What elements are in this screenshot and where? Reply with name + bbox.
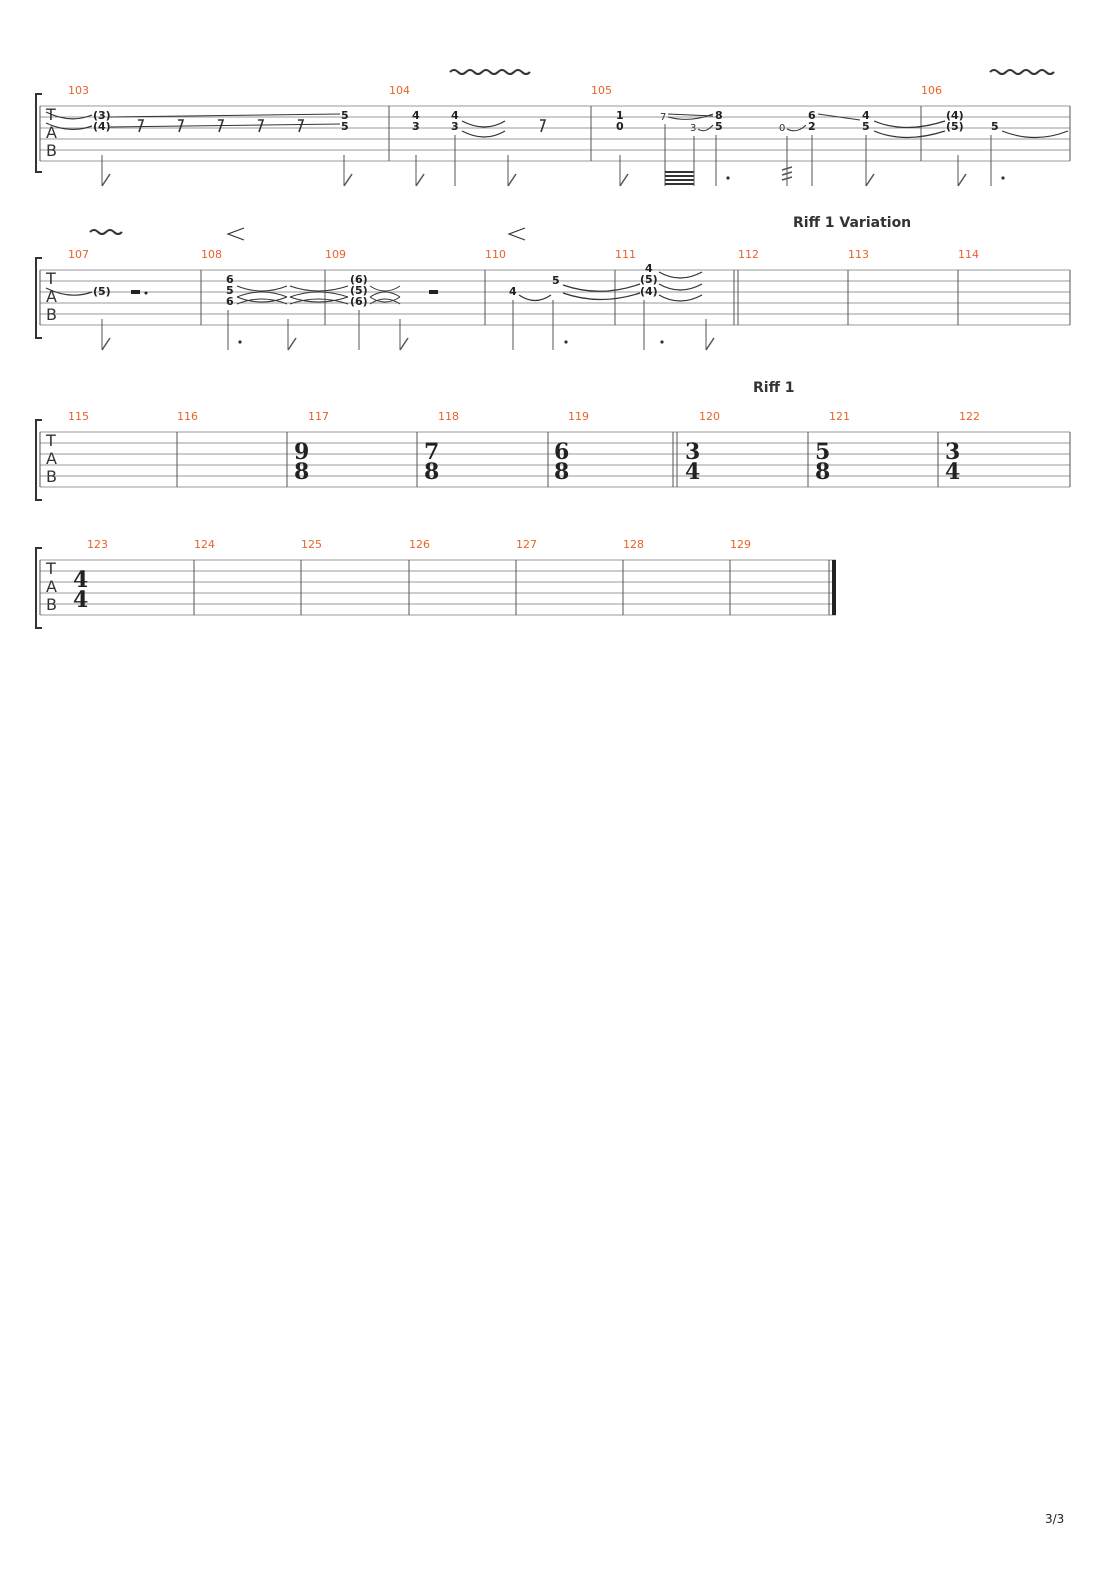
note-flag: [416, 174, 424, 186]
fret-number: (4): [946, 109, 964, 122]
fret-number: (5): [350, 284, 368, 297]
measure-number: 120: [699, 410, 720, 423]
measure-number: 112: [738, 248, 759, 261]
tie-icon: [874, 131, 945, 138]
slide-line: [668, 114, 713, 116]
tab-letter-b: B: [46, 141, 57, 160]
tie-group: [370, 286, 400, 304]
fret-number: (4): [93, 120, 111, 133]
fret-number: (6): [350, 273, 368, 286]
dot: [660, 340, 663, 343]
note-flag: [102, 338, 110, 350]
grace-fret-number: 3: [690, 123, 697, 134]
slide-line: [110, 124, 340, 127]
system-2: [36, 215, 1070, 350]
fret-number: 5: [552, 274, 560, 287]
note-flag: [620, 174, 628, 186]
tie-icon: [563, 284, 640, 291]
tab-letter-b: B: [46, 595, 57, 614]
grace-fret-number: 0: [779, 123, 786, 134]
section-label: Riff 1: [753, 380, 795, 396]
dot: [564, 340, 567, 343]
measure-number: 108: [201, 248, 222, 261]
eighth-rest: [540, 120, 545, 132]
fret-number: 5: [226, 284, 234, 297]
dot: [1001, 176, 1004, 179]
fret-number: 5: [341, 120, 349, 133]
tie-icon: [462, 121, 505, 127]
measure-number: 118: [438, 410, 459, 423]
tie-icon: [874, 121, 945, 128]
fret-number: 0: [616, 120, 624, 133]
measure-number: 119: [568, 410, 589, 423]
time-signature-top: 7: [424, 439, 440, 465]
time-signature-top: 9: [294, 439, 310, 465]
measure-number: 123: [87, 538, 108, 551]
fret-number: 4: [862, 109, 870, 122]
note-flag: [706, 338, 714, 350]
time-signature-top: 5: [815, 439, 831, 465]
dot: [726, 176, 729, 179]
measure-number: 128: [623, 538, 644, 551]
crescendo-icon: [228, 228, 244, 240]
fret-number: 8: [715, 109, 723, 122]
measure-number: 110: [485, 248, 506, 261]
system-3: [36, 380, 1070, 500]
fret-number: 1: [616, 109, 624, 122]
page-number: 3/3: [1045, 1512, 1065, 1526]
time-signature-top: 4: [73, 567, 89, 593]
fret-number: 5: [715, 120, 723, 133]
measure-number: 124: [194, 538, 215, 551]
barlines: [40, 560, 829, 615]
measure-number: 113: [848, 248, 869, 261]
fret-number: 3: [451, 120, 459, 133]
fret-number: (4): [640, 285, 658, 298]
fret-number: 6: [808, 109, 816, 122]
note-flag: [400, 338, 408, 350]
time-signature-bottom: 4: [945, 459, 961, 485]
time-signature-bottom: 4: [685, 459, 701, 485]
measure-number: 109: [325, 248, 346, 261]
measure-number: 103: [68, 84, 89, 97]
tab-letter-t: T: [46, 269, 56, 288]
dot: [238, 340, 241, 343]
tie-icon: [659, 272, 702, 278]
grace-fret-number: 7: [660, 112, 667, 123]
measure-number: 117: [308, 410, 329, 423]
time-signature-bottom: 4: [73, 587, 89, 613]
fret-number: 6: [226, 295, 234, 308]
final-barline: [832, 560, 836, 615]
tie-icon: [462, 131, 505, 137]
system-1: [36, 70, 1070, 186]
tab-letter-a: A: [46, 287, 57, 306]
vibrato-icon: [450, 70, 530, 74]
fret-number: 5: [862, 120, 870, 133]
tie-icon: [563, 293, 640, 300]
fret-number: 4: [451, 109, 459, 122]
tie-icon: [1002, 131, 1068, 138]
fret-number: 5: [991, 120, 999, 133]
time-signature-bottom: 8: [424, 459, 440, 485]
note-flag: [344, 174, 352, 186]
half-rest-icon: [131, 290, 140, 294]
measure-number: 114: [958, 248, 979, 261]
measure-number: 111: [615, 248, 636, 261]
fret-number: (6): [350, 295, 368, 308]
measure-number: 126: [409, 538, 430, 551]
tie-icon: [659, 284, 702, 290]
note-flag: [958, 174, 966, 186]
vibrato-icon: [990, 70, 1054, 74]
system-4: [36, 538, 836, 628]
fret-number: (5): [946, 120, 964, 133]
measure-number: 121: [829, 410, 850, 423]
fret-number: (5): [640, 273, 658, 286]
tab-letter-b: B: [46, 467, 57, 486]
measure-number: 106: [921, 84, 942, 97]
measure-number: 127: [516, 538, 537, 551]
fret-number: (5): [93, 285, 111, 298]
barlines: [40, 106, 1070, 161]
measure-number: 129: [730, 538, 751, 551]
crescendo-icon: [509, 228, 525, 240]
note-flag: [102, 174, 110, 186]
grace-flag: [782, 167, 792, 180]
measure-number: 104: [389, 84, 410, 97]
dot: [145, 292, 148, 295]
fret-number: 4: [645, 262, 653, 275]
fret-number: 4: [412, 109, 420, 122]
time-signature-top: 3: [685, 439, 701, 465]
measure-number: 116: [177, 410, 198, 423]
tab-letter-b: B: [46, 305, 57, 324]
tab-staff-lines: [40, 560, 836, 615]
measure-number: 115: [68, 410, 89, 423]
tab-letter-t: T: [46, 105, 56, 124]
fret-number: 6: [226, 273, 234, 286]
tab-letter-a: A: [46, 577, 57, 596]
measure-number: 105: [591, 84, 612, 97]
tremolo-beams: [665, 172, 694, 184]
time-signature-top: 6: [554, 439, 570, 465]
half-rest-icon: [429, 290, 438, 294]
tie-group: [237, 286, 348, 304]
time-signature-bottom: 8: [294, 459, 310, 485]
fret-number: 3: [412, 120, 420, 133]
vibrato-icon: [90, 230, 122, 234]
measure-number: 125: [301, 538, 322, 551]
tab-letter-t: T: [46, 431, 56, 450]
tab-letter-t: T: [46, 559, 56, 578]
tab-letter-a: A: [46, 449, 57, 468]
measure-number: 122: [959, 410, 980, 423]
tab-letter-a: A: [46, 123, 57, 142]
tie-icon: [519, 295, 551, 301]
fret-number: 2: [808, 120, 816, 133]
time-signature-top: 3: [945, 439, 961, 465]
tab-staff-lines: [40, 106, 1070, 161]
tie-icon: [659, 295, 702, 301]
fret-number: 5: [341, 109, 349, 122]
time-signature-bottom: 8: [554, 459, 570, 485]
note-flag: [508, 174, 516, 186]
time-signature-bottom: 8: [815, 459, 831, 485]
note-flag: [288, 338, 296, 350]
fret-number: (3): [93, 109, 111, 122]
section-label: Riff 1 Variation: [793, 215, 912, 231]
note-flag: [866, 174, 874, 186]
fret-number: 4: [509, 285, 517, 298]
measure-number: 107: [68, 248, 89, 261]
